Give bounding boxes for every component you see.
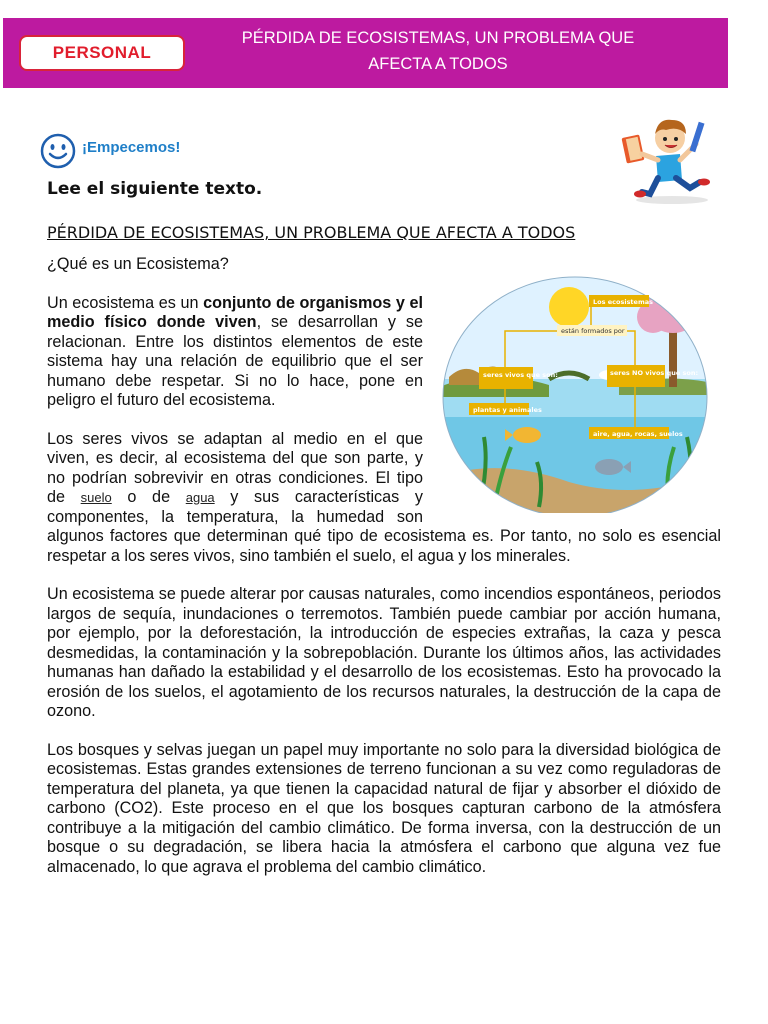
p1-text-a: Un ecosistema es un bbox=[47, 293, 204, 312]
p2-text-c: y sus características y componentes, la temperatura, la humedad son algunos factores que determinan qué tipo de ecosistema es. Por tanto, no solo es esencial respetar a los seres vivos, sino también el suelo, el agua y los minerales. bbox=[47, 488, 721, 565]
header-title-line1: PÉRDIDA DE ECOSISTEMAS, UN PROBLEMA QUE bbox=[241, 29, 635, 47]
question-heading: ¿Qué es un Ecosistema? bbox=[47, 255, 229, 273]
smiley-icon bbox=[40, 133, 76, 169]
lets-start-label: ¡Empecemos! bbox=[82, 139, 181, 156]
paragraph-4: Los bosques y selvas juegan un papel muy importante no solo para la diversidad biológica de ecosistemas. Estas grandes extensiones de terreno funcionan a su vez como reguladoras de temperatura del planeta, ya que tienen la capacidad natural de fijar y absorber el dióxido de carbono (CO2). Este proceso en el que los bosques capturan carbono de la atmósfera contribuye a la mitigación del cambio climático. De forma inversa, con la destrucción de un bosque o su degradación, se libera hacia la atmósfera el carbono que alguna vez fue almacenado, lo que agrava el problema del cambio climático. bbox=[47, 740, 721, 876]
p1-bold: conjunto de organismos y el medio físico donde viven bbox=[47, 293, 423, 331]
link-suelo[interactable]: suelo bbox=[80, 490, 112, 505]
personal-badge: PERSONAL bbox=[19, 35, 185, 71]
paragraph-3: Un ecosistema se puede alterar por causas naturales, como incendios espontáneos, periodos largos de sequía, inundaciones o terremotos. También puede cambiar por acción humana, por ejemplo, por la deforestación, la introducción de especies extrañas, la caza y pesca desmedidas, la contaminación y la sobrepoblación. Durante los últimos años, las actividades humanas han dañado la estabilidad y el desarrollo de los ecosistemas. Esto ha provocado la erosión de los suelos, el agotamiento de los recursos naturales, la destrucción de la capa de ozono. bbox=[47, 585, 721, 720]
instruction-text: Lee el siguiente texto. bbox=[47, 179, 263, 199]
boy-running-illustration bbox=[620, 114, 718, 206]
p1-text-b: , se desarrollan y se relacionan. Entre los distintos elementos de este sistema hay una relación de equilibrio que el ser humano debe respetar. Si no lo hace, pone en peligro el futuro del ecosistema. bbox=[47, 313, 424, 409]
label-living: seres vivos que son: bbox=[483, 371, 558, 379]
p2-text-a: Los seres vivos se adaptan al medio en el que viven, es decir, al ecosistema del que son parte, y no podrían sobrevivir en otras condiciones. El tipo de bbox=[47, 429, 423, 506]
ecosystem-illustration bbox=[439, 267, 721, 513]
header-title bbox=[208, 25, 668, 77]
link-agua[interactable]: agua bbox=[185, 490, 215, 505]
label-elements: aire, agua, rocas, suelos bbox=[593, 430, 683, 438]
p2-text-b: o de bbox=[111, 488, 186, 506]
article-body bbox=[47, 255, 721, 896]
label-formed: están formados por bbox=[561, 327, 625, 335]
header-banner bbox=[3, 18, 728, 88]
label-plants: plantas y animales bbox=[473, 406, 542, 414]
document-title: PÉRDIDA DE ECOSISTEMAS, UN PROBLEMA QUE AFECTA A TODOS bbox=[47, 223, 576, 242]
header-title-line2: AFECTA A TODOS bbox=[368, 55, 508, 73]
label-ecosystems: Los ecosistemas bbox=[593, 298, 653, 306]
label-nonliving: seres NO vivos que son: bbox=[610, 369, 699, 377]
